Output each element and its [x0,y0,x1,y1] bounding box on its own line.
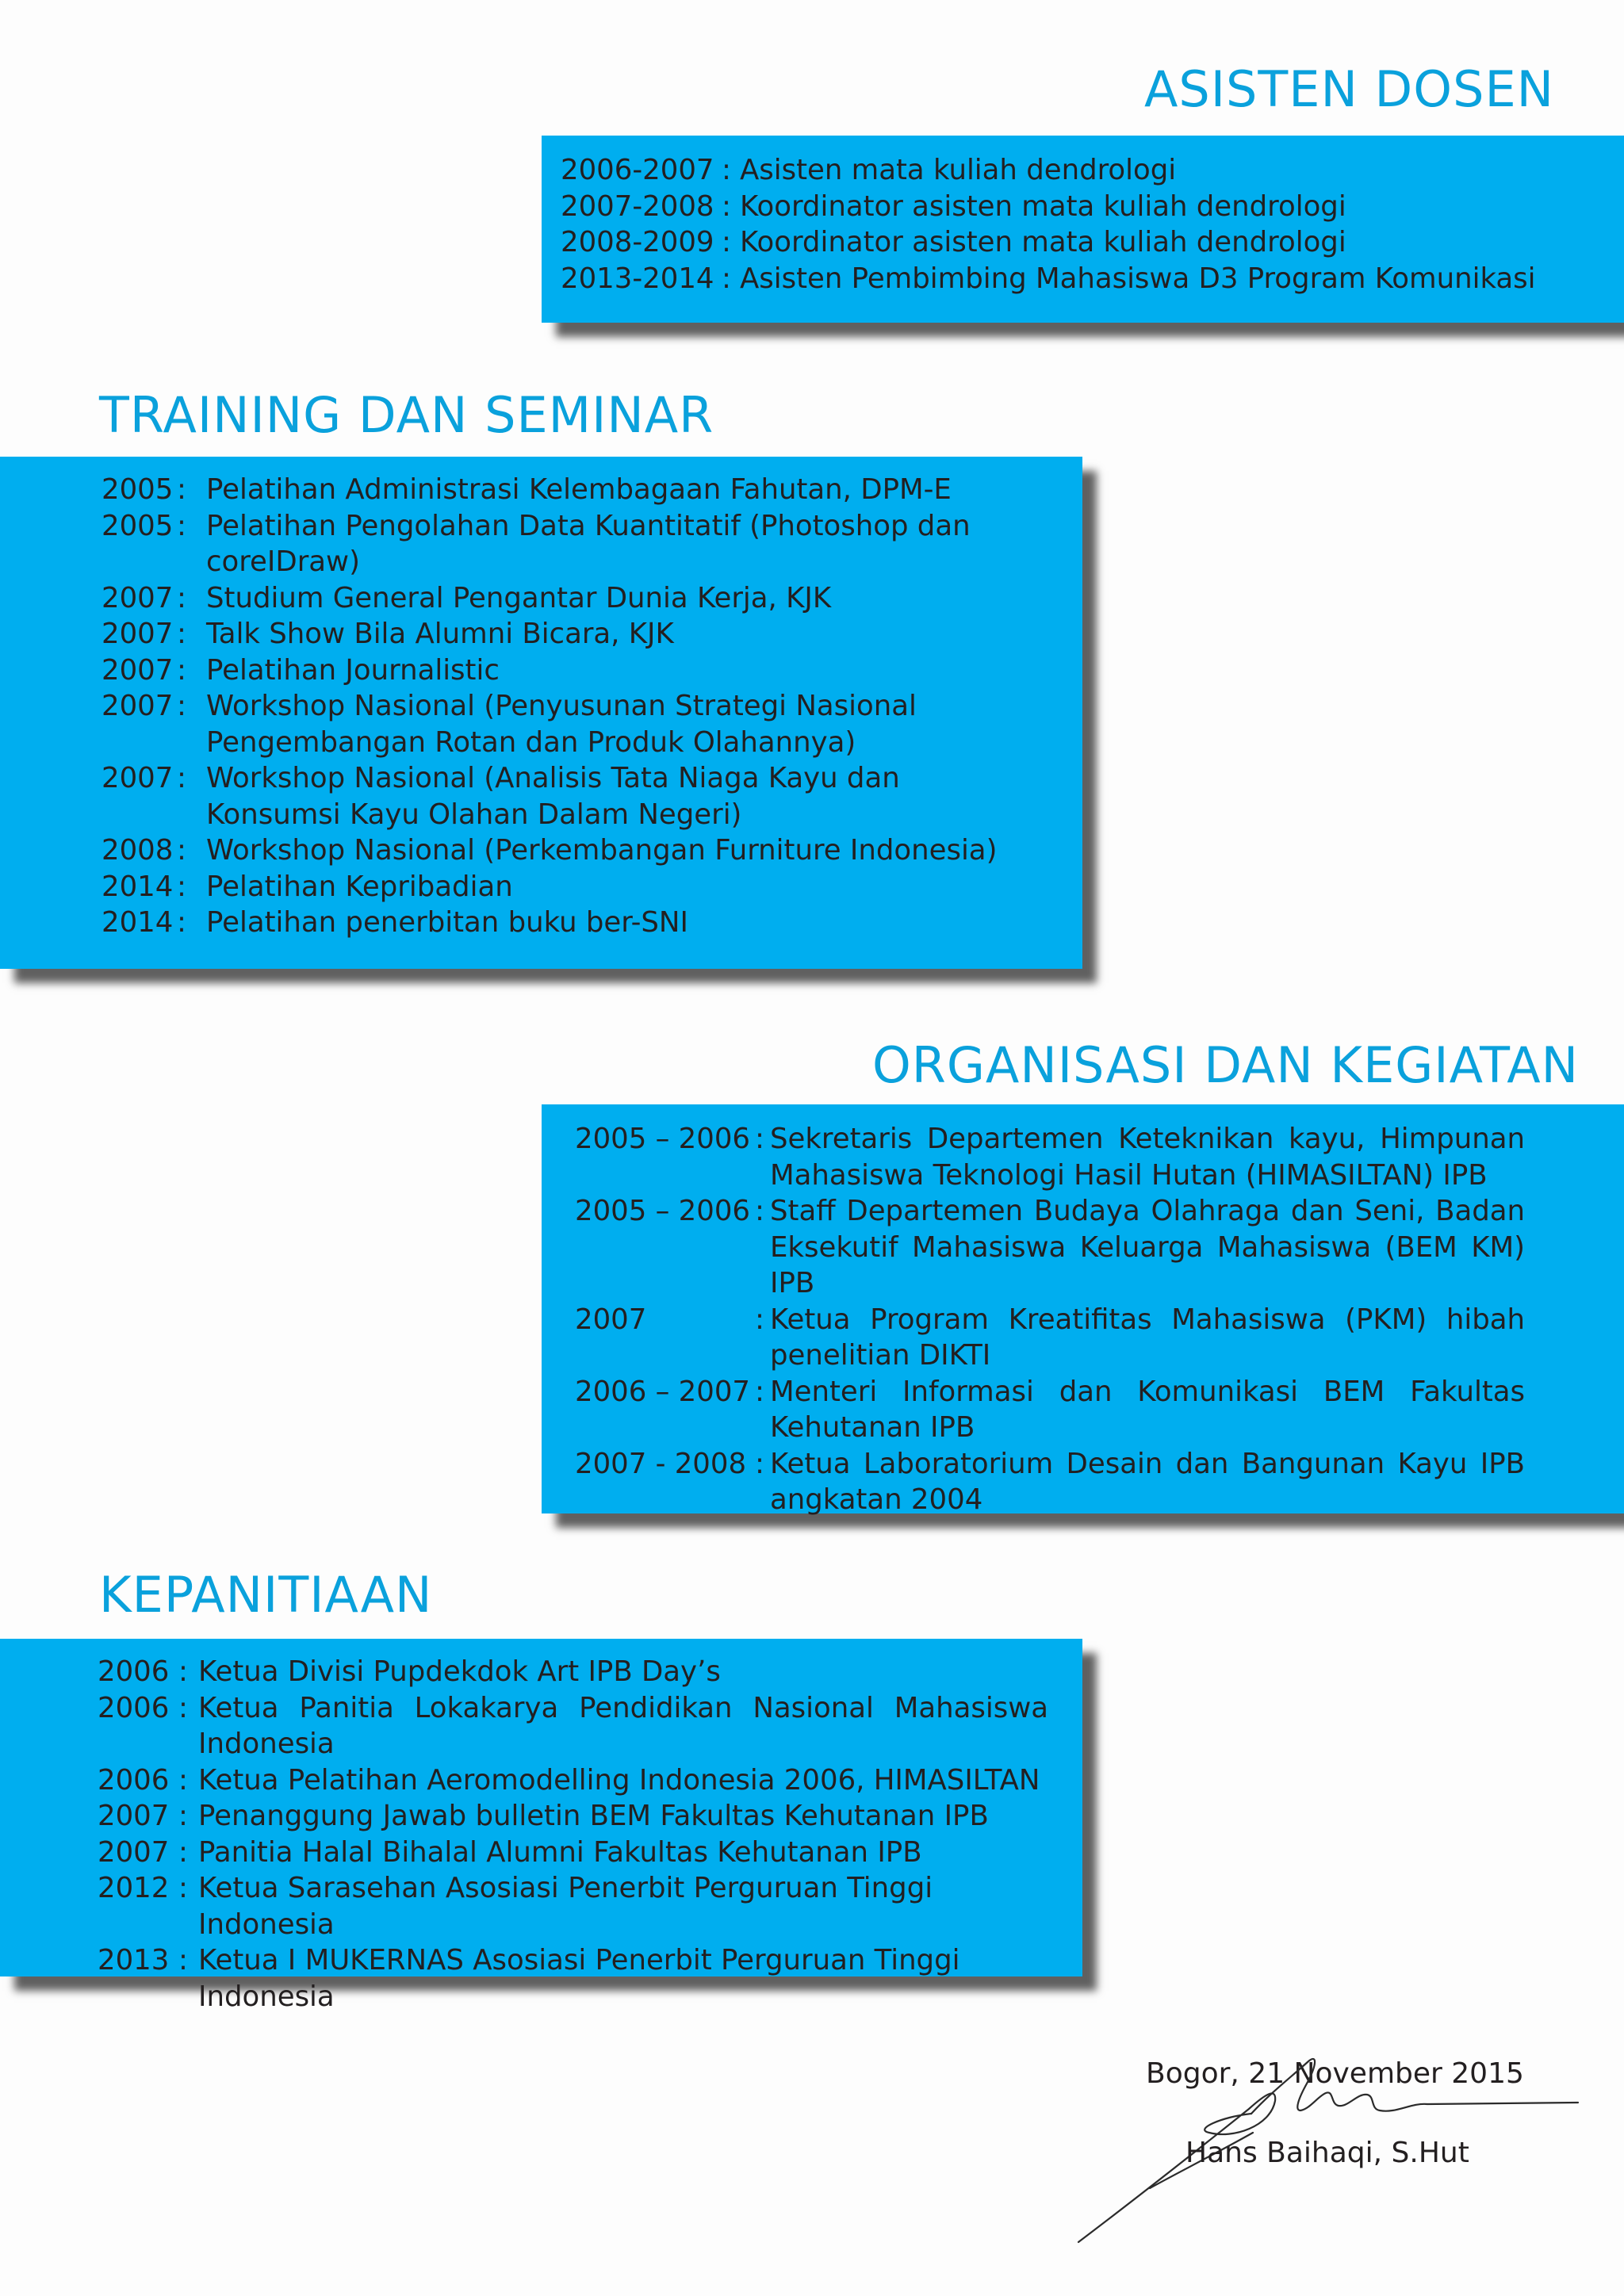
list-item-year: 2005 – 2006 [575,1123,751,1155]
list-item [98,1654,1048,1690]
list-item-separator: : [177,618,186,650]
list-item [102,832,1082,869]
list-item [98,1798,1048,1835]
list-item-year: 2007 [575,1303,647,1336]
list-item-separator: : [177,906,186,939]
list-item-text: Pelatihan Journalistic [206,653,500,687]
list-item-separator: : [178,1944,188,1976]
list-item-year: 2007 [98,1800,170,1832]
list-item-text: Ketua I MUKERNAS Asosiasi Penerbit Perguruan Tinggi Indonesia [198,1944,960,2013]
list-item-year: 2006 [98,1691,170,1724]
list-item-text: Workshop Nasional (Analisis Tata Niaga Kayu dan Konsumsi Kayu Olahan Dalam Negeri) [206,762,900,831]
list-item-separator: : [722,154,731,186]
list-item-year: 2006 [98,1655,170,1688]
list-item-separator: : [755,1375,764,1408]
list-item [102,652,1082,689]
list-item-year: 2007 [102,618,174,650]
list-item-separator: : [755,1303,764,1336]
section-title-asisten-dosen: ASISTEN DOSEN [1144,60,1554,118]
list-item-separator: : [177,762,186,794]
list-item-text: Ketua Laboratorium Desain dan Bangunan Kayu IPB angkatan 2004 [770,1447,1525,1516]
list-item-separator: : [755,1123,764,1155]
list-item-text: Pelatihan penerbitan buku ber-SNI [206,906,688,939]
section-title-kepanitiaan: KEPANITIAAN [99,1566,433,1624]
list-item-separator: : [178,1691,188,1724]
list-item-text: Asisten Pembimbing Mahasiswa D3 Program Komunikasi [740,262,1536,295]
list-item-separator: : [177,653,186,687]
list-item-text: Staff Departemen Budaya Olahraga dan Seni, Badan Eksekutif Mahasiswa Keluarga Mahasiswa (BEM KM) IPB [770,1195,1525,1299]
list-item [98,1835,1048,1871]
list-item-separator: : [755,1195,764,1227]
list-item-year: 2007 [102,581,174,614]
list-item [561,261,1624,297]
list-item-separator: : [177,690,186,722]
list-item [102,905,1082,941]
list-item-text: Pelatihan Administrasi Kelembagaan Fahutan, DPM-E [206,473,952,506]
list-item [575,1193,1525,1302]
list-item [102,472,1082,508]
list-item-separator: : [177,473,186,506]
list-item-year: 2005 [102,473,174,506]
list-item-text: Koordinator asisten mata kuliah dendrologi [740,189,1346,223]
list-item [575,1374,1525,1446]
list-item-separator: : [178,1763,188,1797]
list-item-text: Ketua Pelatihan Aeromodelling Indonesia 2006, HIMASILTAN [198,1763,1040,1797]
list-item-text: Workshop Nasional (Penyusunan Strategi Nasional Pengembangan Rotan dan Produk Olahannya) [206,690,917,759]
asisten-dosen-box [542,136,1624,323]
list-item-text: Workshop Nasional (Perkembangan Furniture Indonesia) [206,834,998,867]
list-item-separator: : [177,870,186,903]
list-item [102,580,1082,617]
signature-name: Hans Baihaqi, S.Hut [1185,2137,1469,2169]
list-item-text: Studium General Pengantar Dunia Kerja, KJK [206,581,832,614]
list-item [102,869,1082,905]
list-item-year: 2008 [102,834,174,867]
list-item [102,760,1082,832]
list-item-year: 2007 [98,1835,170,1869]
list-item [98,1942,1048,2015]
list-item-separator: : [178,1872,188,1904]
list-item-year: 2014 [102,906,174,939]
list-item-text: Asisten mata kuliah dendrologi [740,154,1177,186]
list-item-separator: : [177,509,186,542]
list-item-separator: : [722,262,731,295]
list-item-year: 2005 – 2006 [575,1195,751,1227]
list-item-text: Ketua Program Kreatifitas Mahasiswa (PKM) hibah penelitian DIKTI [770,1303,1525,1372]
list-item-year: 2013-2014 [561,262,714,295]
list-item-text: Talk Show Bila Alumni Bicara, KJK [206,618,674,650]
list-item-text: Panitia Halal Bihalal Alumni Fakultas Kehutanan IPB [198,1835,922,1869]
list-item-year: 2013 [98,1944,170,1976]
list-item [575,1446,1525,1518]
list-item [98,1690,1048,1762]
kepanitiaan-box [0,1639,1082,2013]
list-item-year: 2007 [102,653,174,687]
list-item-separator: : [178,1655,188,1688]
list-item-separator: : [178,1835,188,1869]
list-item-text: Pelatihan Pengolahan Data Kuantitatif (Photoshop dan coreIDraw) [206,509,971,578]
list-item-year: 2008-2009 [561,226,714,258]
list-item-year: 2007 [102,762,174,794]
section-title-training: TRAINING DAN SEMINAR [99,386,714,444]
list-item [561,189,1624,225]
list-item [102,616,1082,652]
list-item-year: 2014 [102,870,174,903]
list-item-year: 2007-2008 [561,189,714,223]
list-item [102,508,1082,580]
list-item-separator: : [177,581,186,614]
list-item-separator: : [755,1447,764,1480]
list-item [102,688,1082,760]
list-item-text: Pelatihan Kepribadian [206,870,513,903]
list-item-year: 2007 - 2008 [575,1447,747,1480]
list-item [561,224,1624,261]
list-item [98,1762,1048,1799]
list-item-text: Koordinator asisten mata kuliah dendrologi [740,226,1346,258]
list-item [561,152,1624,189]
organisasi-box [542,1104,1624,1516]
list-item-text: Ketua Sarasehan Asosiasi Penerbit Perguruan Tinggi Indonesia [198,1872,933,1941]
list-item-separator: : [722,226,731,258]
list-item-separator: : [178,1800,188,1832]
list-item-text: Sekretaris Departemen Keteknikan kayu, Himpunan Mahasiswa Teknologi Hasil Hutan (HIMASILTAN) IPB [770,1123,1525,1192]
list-item [98,1870,1048,1942]
list-item-text: Menteri Informasi dan Komunikasi BEM Fakultas Kehutanan IPB [770,1375,1525,1444]
section-title-organisasi: ORGANISASI DAN KEGIATAN [872,1036,1580,1094]
list-item-year: 2006 – 2007 [575,1375,751,1408]
list-item-text: Penanggung Jawab bulletin BEM Fakultas Kehutanan IPB [198,1800,989,1832]
signature-place-date: Bogor, 21 November 2015 [1146,2057,1524,2090]
list-item [575,1121,1525,1193]
list-item-year: 2012 [98,1872,170,1904]
list-item-text: Ketua Panitia Lokakarya Pendidikan Nasional Mahasiswa Indonesia [198,1691,1048,1760]
list-item-year: 2006-2007 [561,154,714,186]
list-item-year: 2005 [102,509,174,542]
list-item-year: 2007 [102,690,174,722]
list-item-text: Ketua Divisi Pupdekdok Art IPB Day’s [198,1655,721,1688]
list-item [575,1302,1525,1374]
list-item-year: 2006 [98,1763,170,1797]
list-item-separator: : [177,834,186,867]
list-item-separator: : [722,189,731,223]
training-box [0,457,1082,969]
